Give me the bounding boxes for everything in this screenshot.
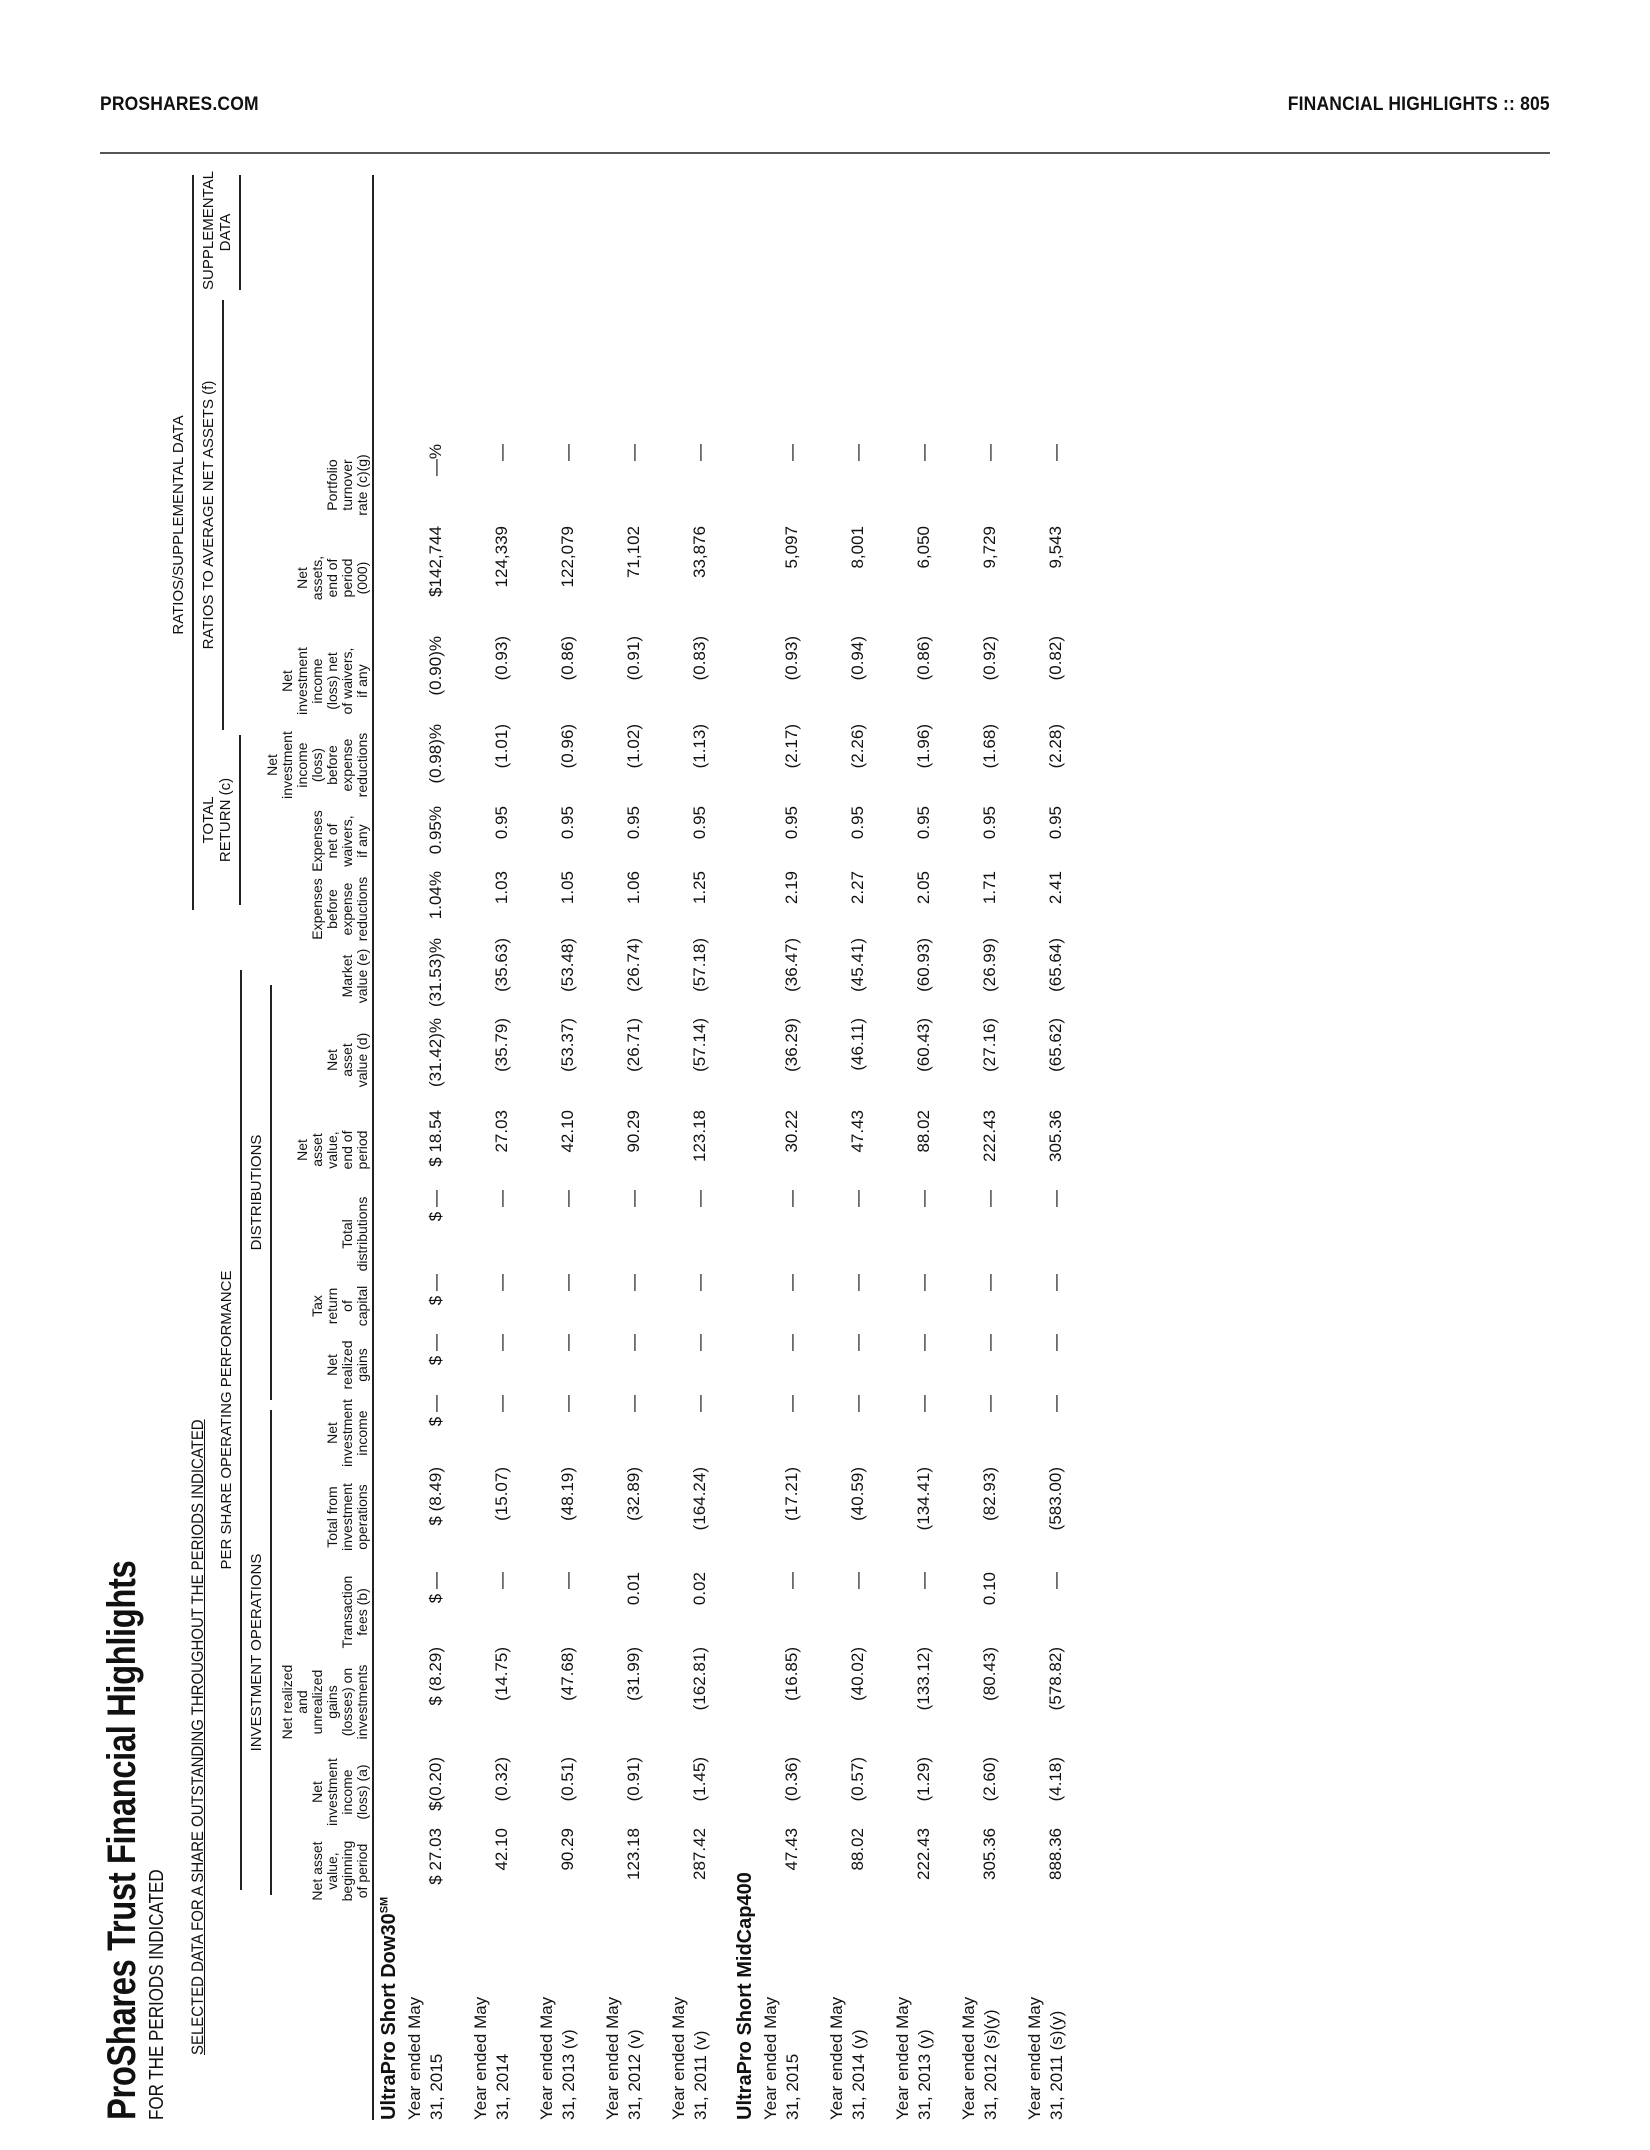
table-cell: —	[980, 1334, 999, 1351]
table-cell: 47.43	[848, 1110, 867, 1153]
table-cell: 30.22	[782, 1110, 801, 1153]
table-cell: (82.93)	[980, 1467, 999, 1521]
table-cell: (53.48)	[558, 938, 577, 992]
site-name: PROSHARES.COM	[100, 94, 259, 115]
table-cell: (80.43)	[980, 1647, 999, 1701]
table-cell: (0.91)	[624, 1757, 643, 1802]
table-cell: —	[980, 444, 999, 461]
table-cell: 0.95	[492, 806, 511, 840]
table-cell: 287.42	[690, 1828, 709, 1880]
table-cell: 0.95	[914, 806, 933, 840]
table-cell: 1.06	[624, 871, 643, 905]
table-cell: 0.95%	[426, 806, 445, 855]
table-cell: (26.71)	[624, 1018, 643, 1072]
table-cell: —	[690, 1395, 709, 1412]
table-cell: —	[848, 1572, 867, 1589]
table-cell: (26.74)	[624, 938, 643, 992]
table-cell: —	[492, 1395, 511, 1412]
column-header: Net asset value, beginning of period	[309, 1840, 370, 1902]
row-label: Year ended May 31, 2014	[471, 1996, 512, 2120]
table-cell: —	[624, 1190, 643, 1207]
table-cell: (1.68)	[980, 724, 999, 769]
table-cell: 305.36	[980, 1828, 999, 1880]
row-label: Year ended May 31, 2015	[761, 1996, 802, 2120]
table-cell: (35.79)	[492, 1018, 511, 1072]
table-cell: (2.17)	[782, 724, 801, 769]
table-cell: (1.45)	[690, 1757, 709, 1802]
table-cell: $ 18.54	[426, 1110, 445, 1167]
table-cell: (40.59)	[848, 1467, 867, 1521]
row-label: Year ended May 31, 2013 (y)	[893, 1996, 934, 2120]
table-cell: —	[914, 1334, 933, 1351]
column-header: Tax return of capital	[309, 1285, 370, 1327]
table-cell: (0.94)	[848, 636, 867, 681]
table-cell: —	[558, 1274, 577, 1291]
table-cell: 0.95	[690, 806, 709, 840]
table-cell: —	[1046, 1274, 1065, 1291]
table-cell: (0.51)	[558, 1757, 577, 1802]
table-cell: (164.24)	[690, 1467, 709, 1531]
table-cell: 0.95	[782, 806, 801, 840]
table-cell: —	[980, 1395, 999, 1412]
table-cell: —	[980, 1190, 999, 1207]
table-cell: (133.12)	[914, 1647, 933, 1711]
table-cell: —	[492, 444, 511, 461]
table-cell: —	[782, 444, 801, 461]
table-cell: —	[690, 1190, 709, 1207]
table-cell: (2.28)	[1046, 724, 1065, 769]
row-label: Year ended May 31, 2014 (y)	[827, 1996, 868, 2120]
table-cell: 1.05	[558, 871, 577, 905]
table-cell: (0.86)	[914, 636, 933, 681]
table-cell: (14.75)	[492, 1647, 511, 1701]
rule-per-share	[240, 970, 242, 1890]
page-section	[1288, 94, 1550, 116]
table-cell: (60.43)	[914, 1018, 933, 1072]
row-label: Year ended May 31, 2011 (v)	[669, 1996, 710, 2120]
column-header: Net realized gains	[324, 1340, 370, 1390]
table-cell: (1.02)	[624, 724, 643, 769]
table-cell: —	[558, 1395, 577, 1412]
table-cell: —	[782, 1274, 801, 1291]
table-cell: (583.00)	[1046, 1467, 1065, 1531]
table-cell: (40.02)	[848, 1647, 867, 1701]
table-cell: (0.86)	[558, 636, 577, 681]
column-header: Net asset value (d)	[324, 1032, 370, 1088]
table-cell: (65.64)	[1046, 938, 1065, 992]
table-cell: (35.63)	[492, 938, 511, 992]
column-header: Net investment income (loss) (a)	[309, 1758, 370, 1826]
table-cell: —	[1046, 444, 1065, 461]
table-cell: —	[558, 1334, 577, 1351]
table-cell: 90.29	[558, 1828, 577, 1871]
table-cell: 124,339	[492, 526, 511, 588]
table-cell: $142,744	[426, 526, 445, 597]
table-cell: $ —	[426, 1274, 445, 1306]
table-cell: (0.83)	[690, 636, 709, 681]
table-cell: 9,543	[1046, 526, 1065, 569]
rule-total-return	[239, 735, 241, 905]
table-cell: $ —	[426, 1190, 445, 1222]
table-cell: 0.95	[1046, 806, 1065, 840]
table-cell: 305.36	[1046, 1110, 1065, 1162]
column-header: Market value (e)	[339, 948, 370, 1004]
table-cell: 5,097	[782, 526, 801, 569]
table-cell: (0.32)	[492, 1757, 511, 1802]
table-cell: —	[782, 1572, 801, 1589]
table-cell: (17.21)	[782, 1467, 801, 1521]
table-cell: 0.02	[690, 1572, 709, 1606]
row-label: Year ended May 31, 2015	[405, 1996, 446, 2120]
table-cell: (0.98)%	[426, 724, 445, 784]
table-cell: 1.25	[690, 871, 709, 905]
rule-ratios-avg	[222, 300, 224, 730]
table-cell: 9,729	[980, 526, 999, 569]
table-cell: 71,102	[624, 526, 643, 578]
table-cell: (46.11)	[848, 1018, 867, 1071]
table-cell: —	[782, 1395, 801, 1412]
table-cell: 123.18	[624, 1828, 643, 1880]
table-cell: (0.92)	[980, 636, 999, 681]
table-cell: (4.18)	[1046, 1757, 1065, 1802]
table-cell: (57.14)	[690, 1018, 709, 1072]
table-caption: SELECTED DATA FOR A SHARE OUTSTANDING THROUGHOUT THE PERIODS INDICATED	[188, 1419, 207, 2055]
table-cell: (31.99)	[624, 1647, 643, 1701]
table-cell: 42.10	[492, 1828, 511, 1871]
column-header: Expenses before expense reductions	[309, 876, 370, 942]
rule-ratios-supp	[192, 175, 194, 910]
table-cell: 88.02	[914, 1110, 933, 1153]
table-cell: 888.36	[1046, 1828, 1065, 1880]
table-cell: —	[914, 1395, 933, 1412]
table-cell: (15.07)	[492, 1467, 511, 1521]
table-cell: —	[1046, 1395, 1065, 1412]
table-cell: —	[980, 1274, 999, 1291]
table-cell: (27.16)	[980, 1018, 999, 1072]
table-cell: (32.89)	[624, 1467, 643, 1521]
row-label: Year ended May 31, 2012 (v)	[603, 1996, 644, 2120]
section-title	[378, 1897, 401, 2120]
table-cell: 0.95	[848, 806, 867, 840]
row-label: Year ended May 31, 2011 (s)(y)	[1025, 1996, 1066, 2120]
page-number: 805	[1520, 94, 1550, 115]
table-cell: $ (8.49)	[426, 1467, 445, 1526]
table-cell: —	[624, 444, 643, 461]
group-ratios-avg: RATIOS TO AVERAGE NET ASSETS (f)	[200, 380, 217, 650]
table-cell: —	[558, 1572, 577, 1589]
table-cell: —	[1046, 1572, 1065, 1589]
section-name: UltraPro Short Dow30	[378, 1913, 400, 2120]
page-subtitle: FOR THE PERIODS INDICATED	[146, 1869, 168, 2120]
table-cell: —	[848, 1395, 867, 1412]
table-cell: (60.93)	[914, 938, 933, 992]
table-cell: 1.03	[492, 871, 511, 905]
table-cell: (0.96)	[558, 724, 577, 769]
table-cell: 1.04%	[426, 871, 445, 920]
group-ratios-supp: RATIOS/SUPPLEMENTAL DATA	[170, 415, 187, 635]
column-header: Net investment income	[324, 1399, 370, 1467]
column-header: Portfolio turnover rate (c)(g)	[324, 454, 370, 516]
column-header: Net assets, end of period (000)	[294, 555, 370, 601]
table-cell: 222.43	[980, 1110, 999, 1162]
table-cell: 0.10	[980, 1572, 999, 1606]
section-label: FINANCIAL HIGHLIGHTS ::	[1287, 94, 1516, 115]
table-cell: $ —	[426, 1395, 445, 1427]
table-cell: —	[1046, 1334, 1065, 1351]
table-cell: (26.99)	[980, 938, 999, 992]
group-supplemental: SUPPLEMENTAL DATA	[200, 171, 234, 290]
table-cell: —	[492, 1274, 511, 1291]
table-cell: —	[492, 1334, 511, 1351]
table-cell: —	[914, 444, 933, 461]
table-cell: (0.57)	[848, 1757, 867, 1802]
table-cell: (1.13)	[690, 724, 709, 769]
row-label: Year ended May 31, 2012 (s)(y)	[959, 1996, 1000, 2120]
table-cell: $(0.20)	[426, 1757, 445, 1811]
table-cell: —	[624, 1274, 643, 1291]
page-title: ProShares Trust Financial Highlights	[100, 1560, 144, 2120]
table-cell: 122,079	[558, 526, 577, 588]
table-cell: (0.90)%	[426, 636, 445, 696]
table-cell: —	[624, 1395, 643, 1412]
table-cell: (162.81)	[690, 1647, 709, 1711]
table-cell: 47.43	[782, 1828, 801, 1871]
table-cell: (0.36)	[782, 1757, 801, 1802]
table-cell: (578.82)	[1046, 1647, 1065, 1711]
table-cell: —	[848, 1274, 867, 1291]
section-title	[734, 1872, 757, 2120]
group-investment-ops: INVESTMENT OPERATIONS	[248, 1553, 265, 1752]
table-cell: —	[624, 1334, 643, 1351]
table-cell: 90.29	[624, 1110, 643, 1153]
header-rule	[100, 152, 1550, 154]
table-cell: $ (8.29)	[426, 1647, 445, 1706]
column-header: Expenses net of waivers, if any	[309, 810, 370, 872]
table-cell: $ —	[426, 1572, 445, 1604]
table-cell: 0.95	[558, 806, 577, 840]
table-cell: —	[782, 1334, 801, 1351]
table-cell: —	[690, 444, 709, 461]
row-label: Year ended May 31, 2013 (v)	[537, 1996, 578, 2120]
table-cell: —	[558, 444, 577, 461]
header-bottom-rule	[372, 175, 374, 2120]
table-cell: 123.18	[690, 1110, 709, 1162]
table-cell: (53.37)	[558, 1018, 577, 1072]
column-header: Transaction fees (b)	[339, 1575, 370, 1649]
table-cell: 6,050	[914, 526, 933, 569]
service-mark: SM	[378, 1896, 391, 1914]
table-cell: $ 27.03	[426, 1828, 445, 1885]
table-cell: (134.41)	[914, 1467, 933, 1531]
table-cell: —	[914, 1190, 933, 1207]
table-cell: (0.91)	[624, 636, 643, 681]
table-cell: 33,876	[690, 526, 709, 578]
table-cell: (47.68)	[558, 1647, 577, 1701]
table-cell: —	[848, 1190, 867, 1207]
table-cell: (16.85)	[782, 1647, 801, 1701]
table-cell: —%	[426, 444, 445, 477]
section-name: UltraPro Short MidCap400	[734, 1872, 756, 2120]
table-cell: —	[492, 1572, 511, 1589]
table-cell: —	[558, 1190, 577, 1207]
column-header: Net investment income (loss) before expense reductions	[264, 731, 370, 799]
rule-supplemental	[239, 175, 241, 290]
column-header: Net investment income (loss) net of waivers, if any	[279, 647, 370, 715]
table-cell: (0.82)	[1046, 636, 1065, 681]
table-cell: —	[914, 1274, 933, 1291]
financial-table	[100, 171, 1560, 2120]
table-cell: (1.01)	[492, 724, 511, 769]
column-header: Net asset value, end of period	[294, 1130, 370, 1170]
table-cell: 2.41	[1046, 871, 1065, 905]
column-header: Total distributions	[339, 1196, 370, 1272]
table-cell: (0.93)	[782, 636, 801, 681]
group-total-return: TOTAL RETURN (c)	[200, 777, 234, 863]
table-cell: (36.47)	[782, 938, 801, 992]
table-cell: 2.27	[848, 871, 867, 905]
table-cell: —	[848, 1334, 867, 1351]
table-cell: (2.26)	[848, 724, 867, 769]
table-cell: 1.71	[980, 871, 999, 905]
column-header: Total from investment operations	[324, 1483, 370, 1551]
table-cell: —	[690, 1274, 709, 1291]
group-per-share: PER SHARE OPERATING PERFORMANCE	[218, 1270, 235, 1570]
table-cell: 2.19	[782, 871, 801, 905]
table-cell: 0.95	[624, 806, 643, 840]
table-cell: 27.03	[492, 1110, 511, 1153]
table-cell: 222.43	[914, 1828, 933, 1880]
table-cell: (1.96)	[914, 724, 933, 769]
group-distributions: DISTRIBUTIONS	[248, 1134, 265, 1251]
table-cell: (48.19)	[558, 1467, 577, 1521]
column-header: Net realized and unrealized gains (losses) on investments	[279, 1664, 370, 1740]
table-cell: (31.53)%	[426, 938, 445, 1007]
table-cell: 2.05	[914, 871, 933, 905]
table-cell: —	[492, 1190, 511, 1207]
table-cell: (45.41)	[848, 938, 867, 992]
table-cell: 0.95	[980, 806, 999, 840]
table-cell: 88.02	[848, 1828, 867, 1871]
table-cell: (31.42)%	[426, 1018, 445, 1087]
table-cell: —	[782, 1190, 801, 1207]
table-cell: —	[848, 444, 867, 461]
table-cell: 8,001	[848, 526, 867, 569]
table-cell: —	[914, 1572, 933, 1589]
table-cell: 42.10	[558, 1110, 577, 1153]
table-cell: —	[690, 1334, 709, 1351]
table-cell: (0.93)	[492, 636, 511, 681]
table-cell: (57.18)	[690, 938, 709, 992]
table-cell: (1.29)	[914, 1757, 933, 1802]
table-cell: $ —	[426, 1334, 445, 1366]
table-cell: (2.60)	[980, 1757, 999, 1802]
table-cell: 0.01	[624, 1572, 643, 1606]
table-cell: (65.62)	[1046, 1018, 1065, 1072]
table-cell: (36.29)	[782, 1018, 801, 1072]
table-cell: —	[1046, 1190, 1065, 1207]
